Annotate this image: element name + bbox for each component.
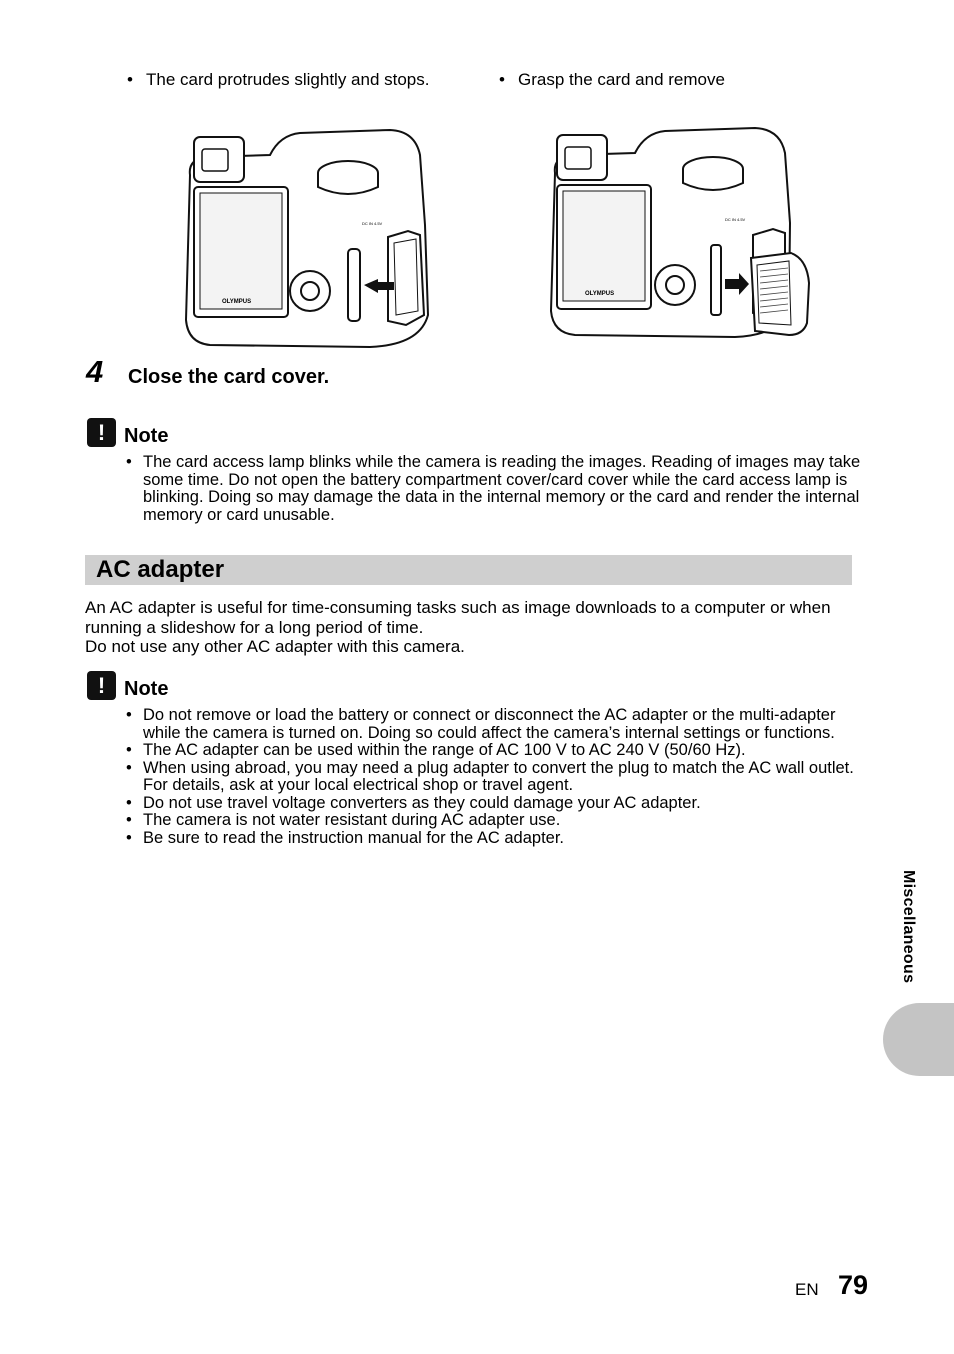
camera-card-protrude-illustration	[180, 115, 435, 352]
footer-language: EN	[795, 1280, 819, 1299]
brand-label-1: OLYMPUS	[222, 299, 252, 305]
note-label: Note	[124, 425, 169, 447]
note-item: • Be sure to read the instruction manual for the AC adapter.	[126, 830, 876, 848]
side-tab-marker	[883, 1003, 954, 1076]
note-item: • Do not remove or load the battery or connect or disconnect the AC adapter or the multi-adapter while the camera is turned on. Doing so could affect the camera’s internal settings or functions.	[126, 707, 876, 742]
page-number: 79	[838, 1270, 869, 1300]
note-list-2	[126, 707, 876, 847]
exclamation-icon: !	[87, 671, 116, 700]
dc-label-1: DC IN 4.5V	[362, 221, 383, 226]
brand-label-2: OLYMPUS	[585, 291, 615, 297]
note-item: • When using abroad, you may need a plug adapter to convert the plug to match the AC wall outlet. For details, ask at your local electrical shop or travel agent.	[126, 760, 876, 795]
note-item: • The card access lamp blinks while the camera is reading the images. Reading of images may take some time. Do not open the battery compartment cover/card cover while the card access lamp is blinking. Doing so may damage the data in the internal memory or the card and render the internal memory or card unusable.	[126, 454, 871, 524]
note-label: Note	[124, 678, 169, 700]
body-paragraph: An AC adapter is useful for time-consuming tasks such as image downloads to a computer or when running a slideshow for a long period of time.	[85, 598, 831, 637]
note-list-1	[126, 454, 871, 524]
exclamation-icon: !	[87, 418, 116, 447]
side-tab-label: Miscellaneous	[900, 870, 917, 984]
note-item: • The AC adapter can be used within the range of AC 100 V to AC 240 V (50/60 Hz).	[126, 742, 876, 760]
caption-grasp-card: • Grasp the card and remove	[518, 70, 725, 90]
section-body	[85, 598, 885, 657]
dc-label-2: DC IN 4.5V	[725, 217, 746, 222]
step-number: 4	[86, 354, 104, 389]
caption-card-protrudes: • The card protrudes slightly and stops.	[146, 70, 429, 90]
body-paragraph: Do not use any other AC adapter with this camera.	[85, 637, 465, 656]
camera-card-remove-illustration	[545, 113, 815, 348]
note-item: • Do not use travel voltage converters as they could damage your AC adapter.	[126, 795, 876, 813]
note-item: • The camera is not water resistant during AC adapter use.	[126, 812, 876, 830]
step-text: Close the card cover.	[128, 366, 330, 388]
section-title: AC adapter	[96, 556, 225, 583]
